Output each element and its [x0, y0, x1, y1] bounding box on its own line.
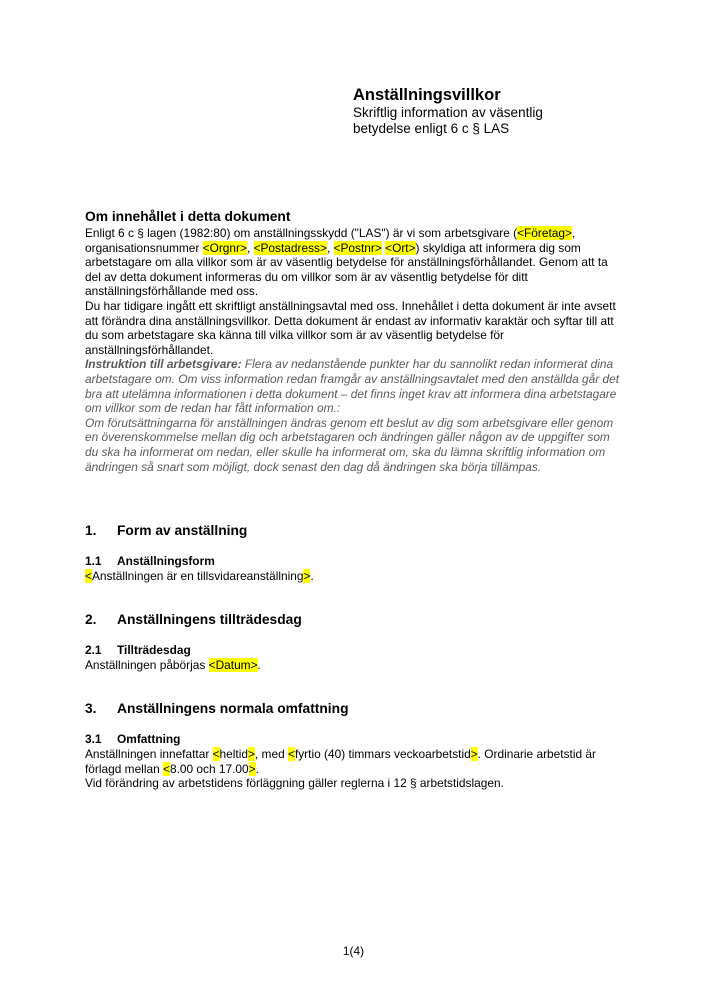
- placeholder-highlight: <: [287, 747, 295, 762]
- intro-paragraph-3-instruction: [85, 357, 621, 415]
- text-segment: Anställningen påbörjas: [85, 657, 209, 672]
- section-3: [85, 700, 621, 790]
- placeholder-highlight: <Orgnr>: [202, 240, 247, 255]
- text-segment: Vid förändring av arbetstidens förläggning gäller reglerna i 12 § arbetstidslagen.: [85, 776, 504, 791]
- text-segment: Anställningen innefattar: [85, 747, 213, 762]
- placeholder-highlight: <Företag>: [517, 226, 572, 240]
- intro-paragraph-1: [85, 226, 621, 299]
- subsection-3-1-heading: [85, 732, 621, 747]
- section-1: [85, 522, 621, 583]
- placeholder-highlight: >: [248, 761, 256, 776]
- text-segment: Instruktion till arbetsgivare:: [85, 357, 242, 372]
- subsection-1-1-body: [85, 569, 621, 584]
- section-1-heading: [85, 522, 621, 540]
- section-3-number: 3.: [85, 701, 97, 717]
- text-segment: .: [255, 761, 259, 776]
- placeholder-highlight: >: [247, 747, 255, 762]
- placeholder-highlight: >: [470, 747, 478, 762]
- text-segment: , med: [254, 747, 288, 762]
- section-3-title: Anställningens normala omfattning: [117, 701, 349, 717]
- placeholder-highlight: <: [85, 568, 92, 583]
- placeholder-highlight: <Ort>: [385, 240, 416, 255]
- section-1-title: Form av anställning: [117, 523, 248, 539]
- subsection-1-1-title: Anställningsform: [117, 554, 215, 569]
- text-segment: ,: [246, 240, 254, 255]
- section-2-title: Anställningens tillträdesdag: [117, 612, 302, 628]
- text-segment: Om förutsättningarna för anställningen ändras genom ett beslut av dig som arbetsgivare eller genom en överenskommelse mellan dig och arbetstagaren och ändringen gäller någon av de uppgifter som du ska ha informerat om nedan, eller skulle ha informerat om, ska du lämna skriftlig information om ändringen så snart som möjligt, dock senast den dag då ändringen ska börja tillämpas.: [85, 415, 614, 474]
- subsection-3-1-number: 3.1: [85, 732, 102, 747]
- text-segment: Anställningen är en tillsvidareanställning: [91, 568, 304, 583]
- text-segment: , organisationsnummer: [85, 226, 576, 255]
- document-subtitle-line-2: betydelse enligt 6 c § LAS: [353, 120, 510, 136]
- text-segment: 8.00 och 17.00: [169, 761, 249, 776]
- text-segment: ,: [326, 240, 334, 255]
- section-3-heading: [85, 700, 621, 718]
- intro-heading: Om innehållet i detta dokument: [85, 209, 291, 224]
- text-segment: heltid: [219, 747, 248, 762]
- subsection-3-1-title: Omfattning: [117, 732, 181, 747]
- section-2-number: 2.: [85, 612, 97, 628]
- placeholder-highlight: <: [163, 761, 170, 776]
- text-segment: Flera av nedanstående punkter har du sannolikt redan informerat dina arbetstagare om. Om viss information redan framgår av anställningsavtalet med den anställda går det bra att utelämna informationen i detta dokument – det finns inget krav att informera dina arbetstagare om villkor som de redan har fått information om.:: [85, 357, 620, 416]
- text-segment: fyrtio (40) timmars veckoarbetstid: [294, 747, 471, 762]
- text-segment: .: [310, 568, 314, 583]
- subsection-1-1-number: 1.1: [85, 554, 102, 569]
- section-2-heading: [85, 611, 621, 629]
- document-title: Anställningsvillkor: [353, 86, 501, 104]
- subsection-1-1-heading: [85, 554, 621, 569]
- subsection-2-1-heading: [85, 643, 621, 658]
- text-segment: . Ordinarie arbetstid är förlagd mellan: [85, 747, 596, 776]
- title-block: [353, 86, 621, 136]
- document-subtitle-line-1: Skriftlig information av väsentlig: [353, 105, 543, 120]
- subsection-2-1-body: [85, 658, 621, 673]
- subsection-3-1-body: [85, 747, 621, 776]
- placeholder-highlight: <: [212, 747, 220, 762]
- text-segment: Enligt 6 c § lagen (1982:80) om anställningsskydd ("LAS") är vi som arbetsgivare (: [85, 226, 518, 240]
- section-1-number: 1.: [85, 523, 97, 539]
- placeholder-highlight: <Postnr>: [333, 240, 382, 255]
- text-segment: .: [257, 657, 261, 672]
- subsection-2-1-title: Tillträdesdag: [117, 643, 191, 658]
- text-segment: ) skyldiga att informera dig som arbetstagare om alla villkor som är av väsentlig betydelse för anställningsförhållandet. Genom att ta del av detta dokument informeras du om villkor som är av väsentlig betydelse för ditt anställningsförhållande med oss.: [85, 240, 608, 299]
- section-3-extra-paragraph: [85, 776, 621, 791]
- placeholder-highlight: >: [303, 568, 311, 583]
- intro-paragraph-2: [85, 299, 621, 357]
- subsection-2-1-number: 2.1: [85, 643, 102, 658]
- page-number: 1(4): [342, 944, 365, 958]
- intro-paragraph-4-instruction: [85, 416, 621, 474]
- placeholder-highlight: <Datum>: [208, 657, 258, 672]
- document-content: [85, 0, 621, 791]
- placeholder-highlight: <Postadress>: [253, 240, 327, 255]
- section-2: [85, 611, 621, 672]
- text-segment: Du har tidigare ingått ett skriftligt anställningsavtal med oss. Innehållet i detta dokument är inte avsett att förändra dina anställningsvillkor. Detta dokument är endast av informativ karaktär och syftar till att du som arbetstagare ska känna till vilka villkor som är av väsentlig betydelse för anställningsförhållandet.: [85, 298, 616, 357]
